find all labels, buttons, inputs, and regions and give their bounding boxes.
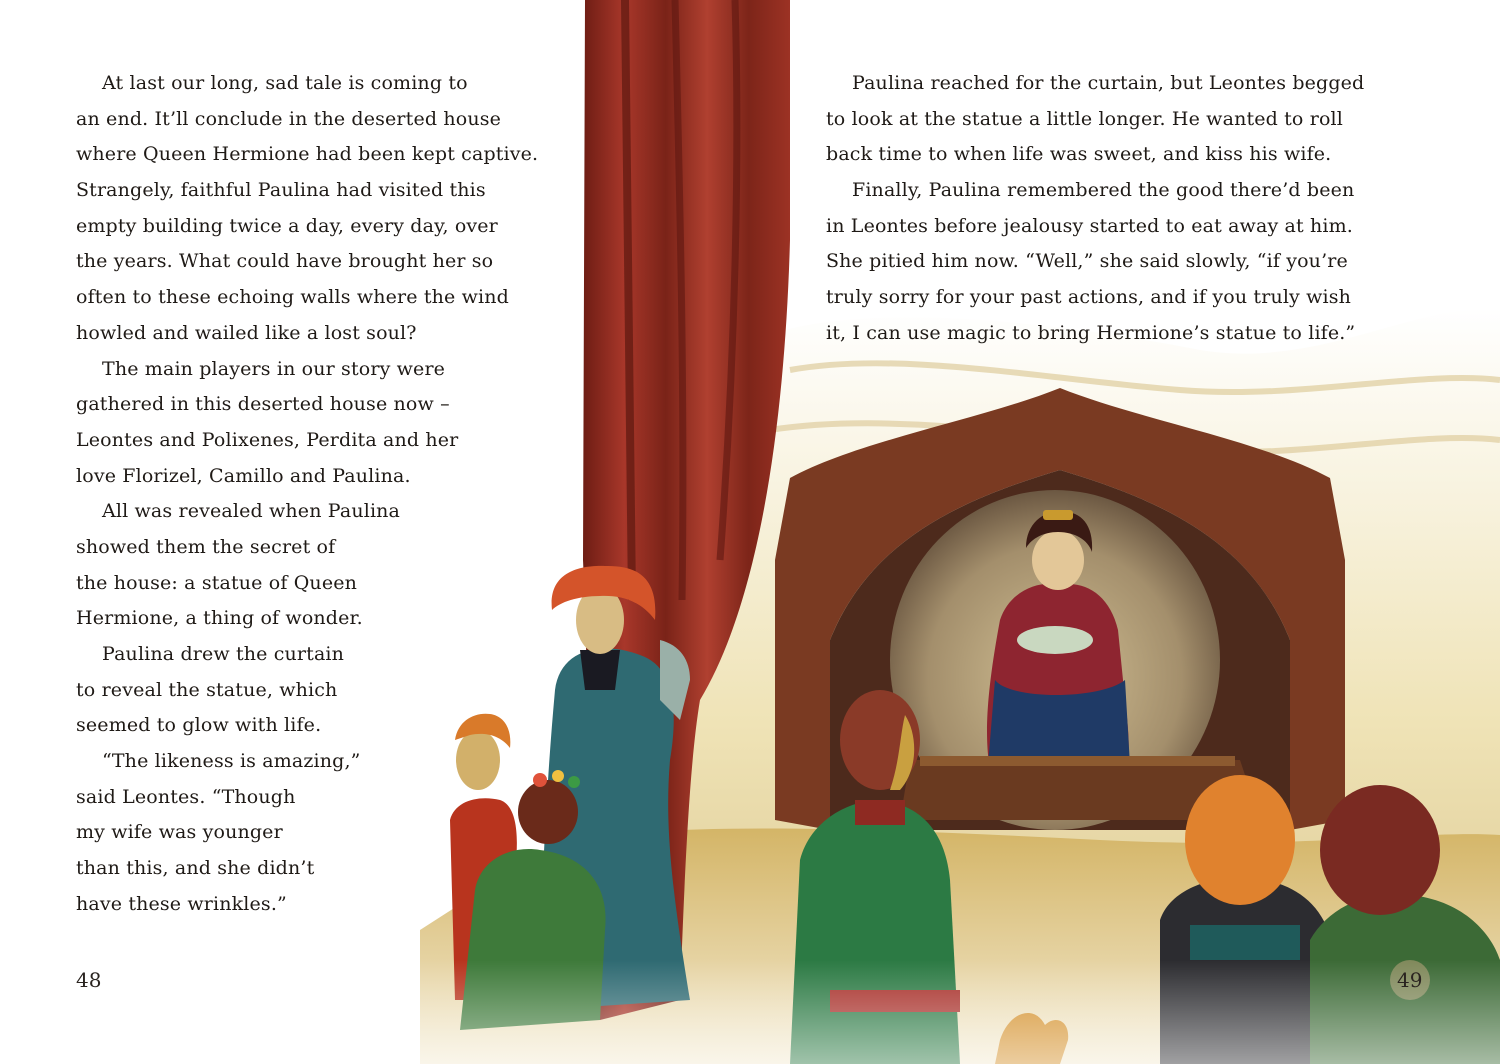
bottom-fade: [0, 960, 1500, 1064]
text-line: back time to when life was sweet, and kiss his wife.: [826, 143, 1332, 166]
text-line: howled and wailed like a lost soul?: [76, 321, 417, 344]
text-line: have these wrinkles.”: [76, 892, 287, 915]
text-line: my wife was younger: [76, 821, 283, 844]
text-line: She pitied him now. “Well,” she said slowly, “if you’re: [826, 250, 1348, 273]
text-line: love Florizel, Camillo and Paulina.: [76, 464, 411, 487]
plinth-top: [920, 756, 1235, 766]
text-line: Strangely, faithful Paulina had visited this: [76, 179, 486, 202]
text-line: The main players in our story were: [102, 357, 446, 380]
page-number-left: 48: [76, 968, 102, 992]
text-line: to look at the statue a little longer. He wanted to roll: [826, 107, 1343, 130]
text-line: in Leontes before jealousy started to eat away at him.: [826, 214, 1353, 237]
text-line: Paulina drew the curtain: [102, 643, 345, 665]
right-page-text: [826, 66, 1364, 352]
text-line: Paulina reached for the curtain, but Leontes begged: [852, 72, 1365, 94]
text-line: an end. It’ll conclude in the deserted house: [76, 107, 501, 130]
text-line: Hermione, a thing of wonder.: [76, 607, 363, 630]
text-line: to reveal the statue, which: [76, 678, 338, 701]
text-line: All was revealed when Paulina: [102, 500, 401, 523]
text-line: than this, and she didn’t: [76, 857, 315, 880]
text-line: seemed to glow with life.: [76, 714, 322, 737]
text-line: Leontes and Polixenes, Perdita and her: [76, 428, 459, 451]
text-line: gathered in this deserted house now –: [76, 393, 450, 416]
text-line: said Leontes. “Though: [76, 785, 296, 808]
text-line: truly sorry for your past actions, and if you truly wish: [826, 286, 1352, 309]
text-line: At last our long, sad tale is coming to: [102, 72, 468, 94]
text-line: showed them the secret of: [76, 535, 336, 558]
text-line: empty building twice a day, every day, over: [76, 214, 498, 237]
text-line: Finally, Paulina remembered the good there’d been: [852, 179, 1355, 202]
text-line: the house: a statue of Queen: [76, 571, 357, 594]
text-line: where Queen Hermione had been kept captive.: [76, 143, 539, 166]
page-number-right: 49: [1397, 968, 1423, 992]
text-line: “The likeness is amazing,”: [102, 750, 361, 773]
text-line: the years. What could have brought her so: [76, 250, 494, 273]
left-page-text: [76, 66, 538, 923]
text-line: it, I can use magic to bring Hermione’s statue to life.”: [826, 321, 1356, 344]
text-line: often to these echoing walls where the wind: [76, 286, 509, 309]
